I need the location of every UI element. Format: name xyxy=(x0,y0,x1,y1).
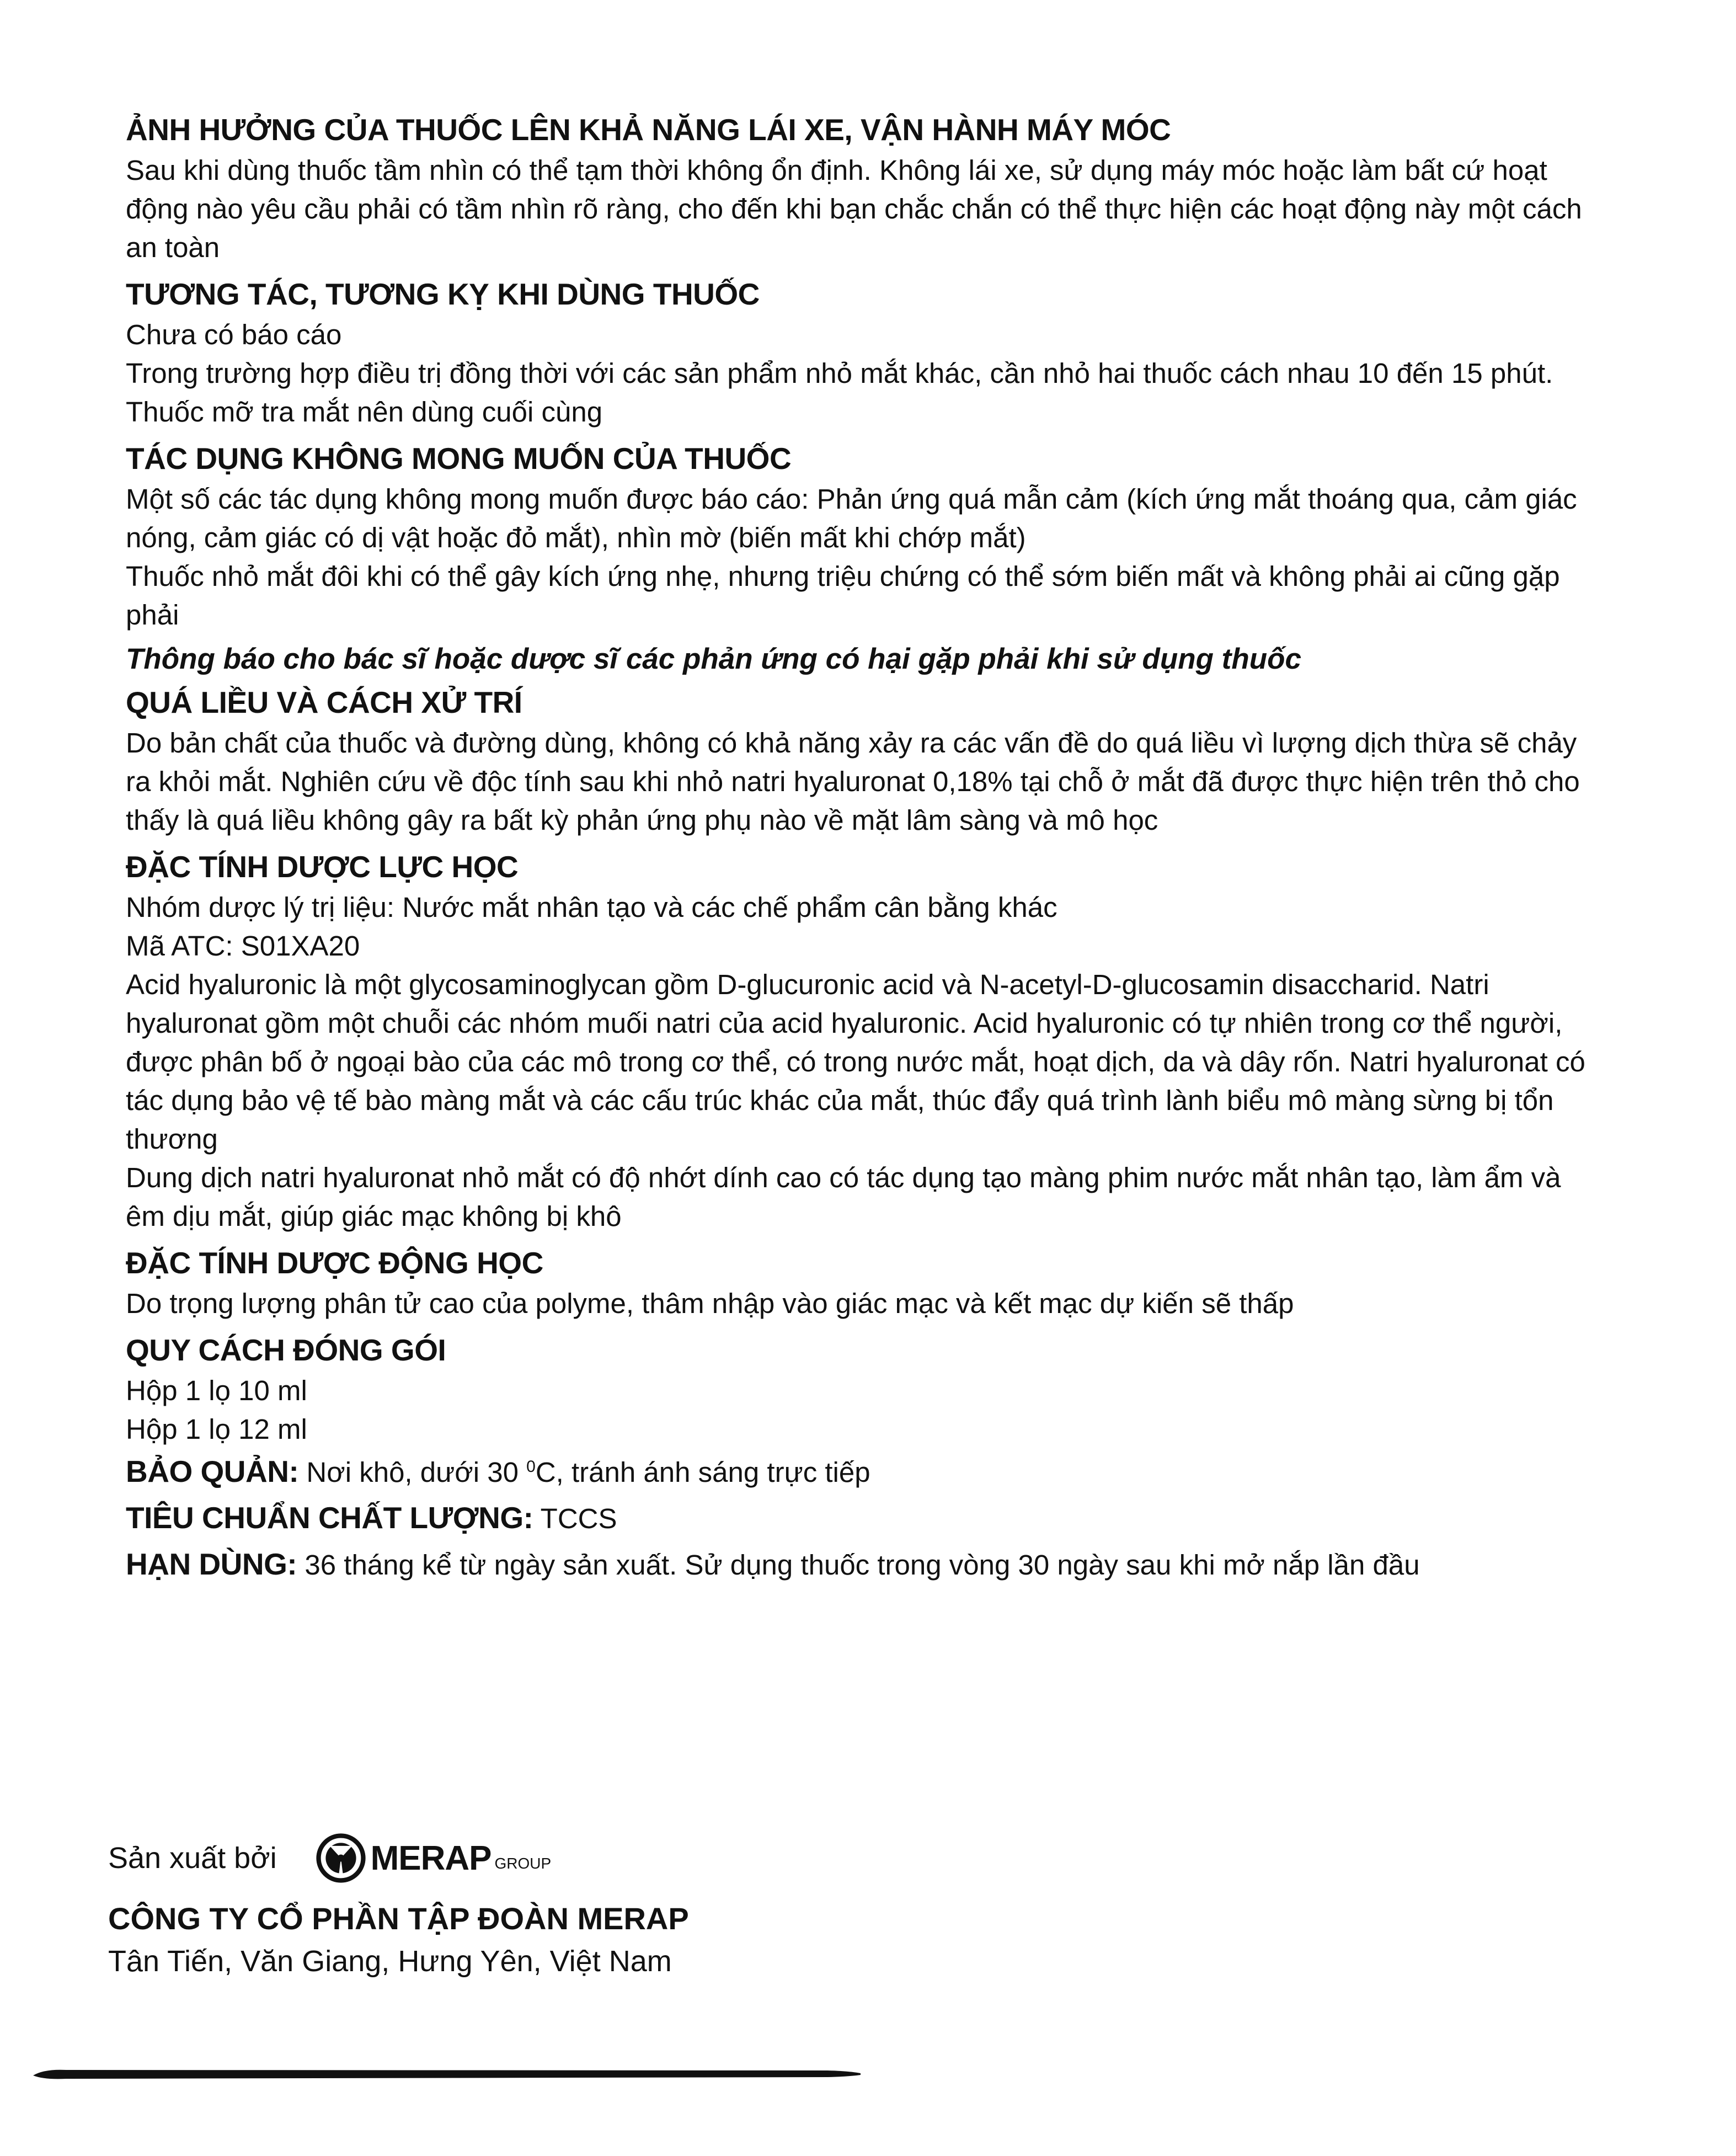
merap-logo xyxy=(316,1833,552,1883)
storage-text-after: C, tránh ánh sáng trực tiếp xyxy=(535,1456,870,1488)
leaflet-body xyxy=(126,108,1604,1588)
logo-suffix: GROUP xyxy=(494,1855,552,1872)
quality-row xyxy=(126,1495,1604,1541)
paragraph: Trong trường hợp điều trị đồng thời với các sản phẩm nhỏ mắt khác, cần nhỏ hai thuốc cách nhau 10 đến 15 phút. Thuốc mỡ tra mắt nên dùng cuối cùng xyxy=(126,357,1553,428)
section-title-packaging: QUY CÁCH ĐÓNG GÓI xyxy=(126,1333,446,1367)
section-title-pharmacokinetics: ĐẶC TÍNH DƯỢC ĐỘNG HỌC xyxy=(126,1246,543,1280)
section-title-overdose: QUÁ LIỀU VÀ CÁCH XỬ TRÍ xyxy=(126,685,522,719)
paragraph: Sau khi dùng thuốc tầm nhìn có thể tạm thời không ổn định. Không lái xe, sử dụng máy móc hoặc làm bất cứ hoạt động nào yêu cầu phải có tầm nhìn rõ ràng, cho đến khi bạn chắc chắn có thể thực hiện các hoạt động này một cách an toàn xyxy=(126,154,1582,263)
section-title-side-effects: TÁC DỤNG KHÔNG MONG MUỐN CỦA THUỐC xyxy=(126,441,792,476)
paragraph: Do bản chất của thuốc và đường dùng, không có khả năng xảy ra các vấn đề do quá liều vì lượng dịch thừa sẽ chảy ra khỏi mắt. Nghiên cứu về độc tính sau khi nhỏ natri hyaluronat 0,18% tại chỗ ở mắt đã được thực hiện trên thỏ cho thấy là quá liều không gây ra bất kỳ phản ứng phụ nào về mặt lâm sàng và mô học xyxy=(126,727,1580,836)
report-notice: Thông báo cho bác sĩ hoặc dược sĩ các phản ứng có hại gặp phải khi sử dụng thuốc xyxy=(126,643,1301,675)
section-title-interactions: TƯƠNG TÁC, TƯƠNG KỴ KHI DÙNG THUỐC xyxy=(126,277,760,311)
manufacturer-block xyxy=(108,1831,991,1982)
storage-label: BẢO QUẢN: xyxy=(126,1454,299,1488)
paragraph: Dung dịch natri hyaluronat nhỏ mắt có độ nhớt dính cao có tác dụng tạo màng phim nước mắt nhân tạo, làm ẩm và êm dịu mắt, giúp giác mạc không bị khô xyxy=(126,1162,1561,1232)
logo-wordmark: MERAP xyxy=(370,1839,492,1877)
paragraph: Hộp 1 lọ 12 ml xyxy=(126,1413,307,1445)
company-name: CÔNG TY CỔ PHẦN TẬP ĐOÀN MERAP xyxy=(108,1901,689,1936)
paragraph: Chưa có báo cáo xyxy=(126,319,342,350)
paragraph: Hộp 1 lọ 10 ml xyxy=(126,1375,307,1406)
paragraph: Một số các tác dụng không mong muốn được báo cáo: Phản ứng quá mẫn cảm (kích ứng mắt thoáng qua, cảm giác nóng, cảm giác có dị vật hoặc đỏ mắt), nhìn mờ (biến mất khi chớp mắt) xyxy=(126,483,1577,553)
company-address: Tân Tiến, Văn Giang, Hưng Yên, Việt Nam xyxy=(108,1945,672,1978)
made-by-row xyxy=(108,1831,991,1886)
storage-degree: 0 xyxy=(526,1458,536,1476)
paragraph: Do trọng lượng phân tử cao của polyme, thâm nhập vào giác mạc và kết mạc dự kiến sẽ thấp xyxy=(126,1288,1294,1319)
merap-logo-icon xyxy=(316,1833,366,1883)
storage-text-before: Nơi khô, dưới 30 xyxy=(298,1456,527,1488)
expiry-value: 36 tháng kể từ ngày sản xuất. Sử dụng thuốc trong vòng 30 ngày sau khi mở nắp lần đầu xyxy=(297,1549,1420,1581)
section-title-pharmacodynamics: ĐẶC TÍNH DƯỢC LỰC HỌC xyxy=(126,850,519,884)
paragraph: Acid hyaluronic là một glycosaminoglycan gồm D-glucuronic acid và N-acetyl-D-glucosamin disaccharid. Natri hyaluronat gồm một chuỗi các nhóm muối natri của acid hyaluronic. Acid hyaluronic có tự nhiên trong cơ thể người, được phân bố ở ngoại bào của các mô trong cơ thể, có trong nước mắt, hoạt dịch, da và dây rốn. Natri hyaluronat có tác dụng bảo vệ tế bào màng mắt và các cấu trúc khác của mắt, thúc đẩy quá trình lành biểu mô màng sừng bị tổn thương xyxy=(126,969,1585,1155)
expiry-label: HẠN DÙNG: xyxy=(126,1547,297,1581)
quality-value: TCCS xyxy=(533,1503,617,1534)
quality-label: TIÊU CHUẨN CHẤT LƯỢNG: xyxy=(126,1501,533,1535)
section-title-driving: ẢNH HƯỞNG CỦA THUỐC LÊN KHẢ NĂNG LÁI XE, VẬN HÀNH MÁY MÓC xyxy=(126,113,1171,147)
made-by-label: Sản xuất bởi xyxy=(108,1842,277,1875)
expiry-row xyxy=(126,1541,1604,1588)
storage-row xyxy=(126,1449,1604,1495)
bottom-rule xyxy=(33,2063,861,2082)
paragraph: Mã ATC: S01XA20 xyxy=(126,930,360,962)
paragraph: Nhóm dược lý trị liệu: Nước mắt nhân tạo và các chế phẩm cân bằng khác xyxy=(126,892,1057,923)
paragraph: Thuốc nhỏ mắt đôi khi có thể gây kích ứng nhẹ, nhưng triệu chứng có thể sớm biến mất và không phải ai cũng gặp phải xyxy=(126,561,1560,631)
